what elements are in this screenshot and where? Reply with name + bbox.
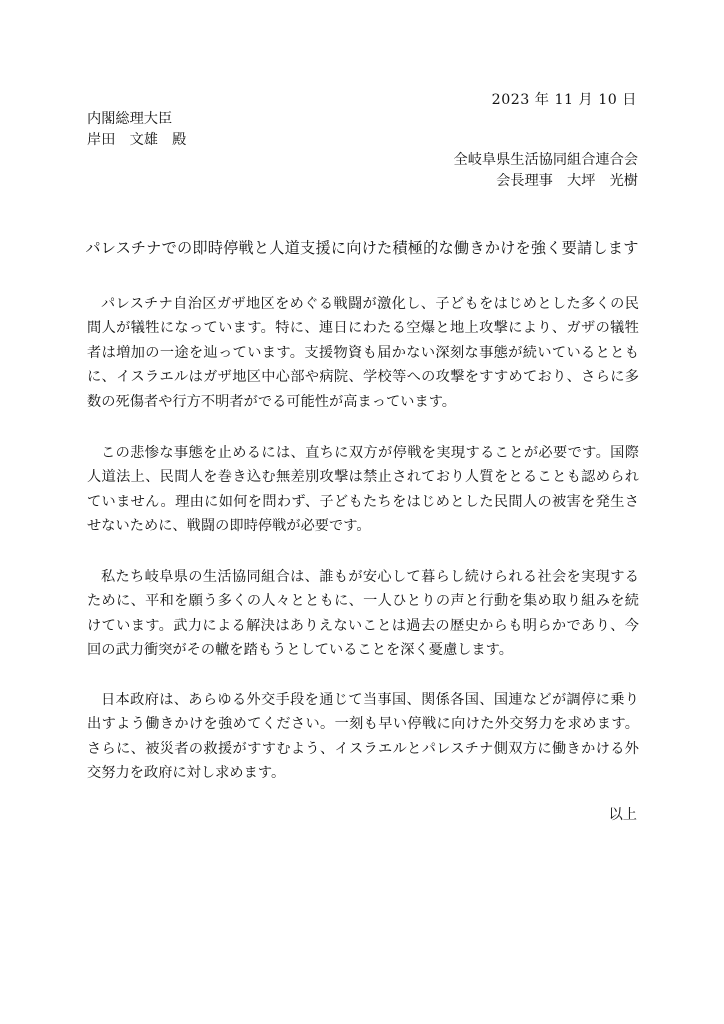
- body-paragraph-3: 私たち岐阜県の生活協同組合は、誰もが安心して暮らし続けられる社会を実現するために、平和を願う多くの人々とともに、一人ひとりの声と行動を集め取り組みを続けています。武力による解決はありえないことは過去の歴史からも明らかであり、今回の武力衝突がその轍を踏もうとしていることを深く憂慮します。: [87, 569, 639, 659]
- addressee-title: 内閣総理大臣: [87, 111, 173, 127]
- sender-organization: 全岐阜県生活協同組合連合会: [453, 152, 638, 168]
- letter-title: パレスチナでの即時停戦と人道支援に向けた積極的な働きかけを強く要請します: [85, 239, 639, 257]
- sender-block: [454, 150, 638, 192]
- sender-representative: 会長理事 大坪 光樹: [496, 173, 638, 189]
- body-paragraph-2: この悲惨な事態を止めるには、直ちに双方が停戦を実現することが必要です。国際人道法上、民間人を巻き込む無差別攻撃は禁止されており人質をとることも認められていません。理由に如何を問わず、子どもたちをはじめとした民間人の被害を発生させないために、戦闘の即時停戦が必要です。: [87, 445, 639, 535]
- body-paragraph-4: 日本政府は、あらゆる外交手段を通じて当事国、関係各国、国連などが調停に乗り出すよう働きかけを強めてください。一刻も早い停戦に向けた外交努力を求めます。さらに、被災者の救援がすすむよう、イスラエルとパレスチナ側双方に働きかける外交努力を政府に対し求めます。: [87, 692, 639, 782]
- addressee-block: [87, 109, 186, 151]
- letter-date: 2023 年 11 月 10 日: [491, 92, 637, 108]
- closing-mark: 以上: [608, 807, 637, 823]
- body-paragraph-1: パレスチナ自治区ガザ地区をめぐる戦闘が激化し、子どもをはじめとした多くの民間人が犠牲になっています。特に、連日にわたる空爆と地上攻撃により、ガザの犠牲者は増加の一途を辿っています。支援物資も届かない深刻な事態が続いているとともに、イスラエルはガザ地区中心部や病院、学校等への攻撃をすすめており、さらに多数の死傷者や行方不明者がでる可能性が高まっています。: [87, 296, 639, 410]
- addressee-name: 岸田 文雄 殿: [87, 132, 187, 148]
